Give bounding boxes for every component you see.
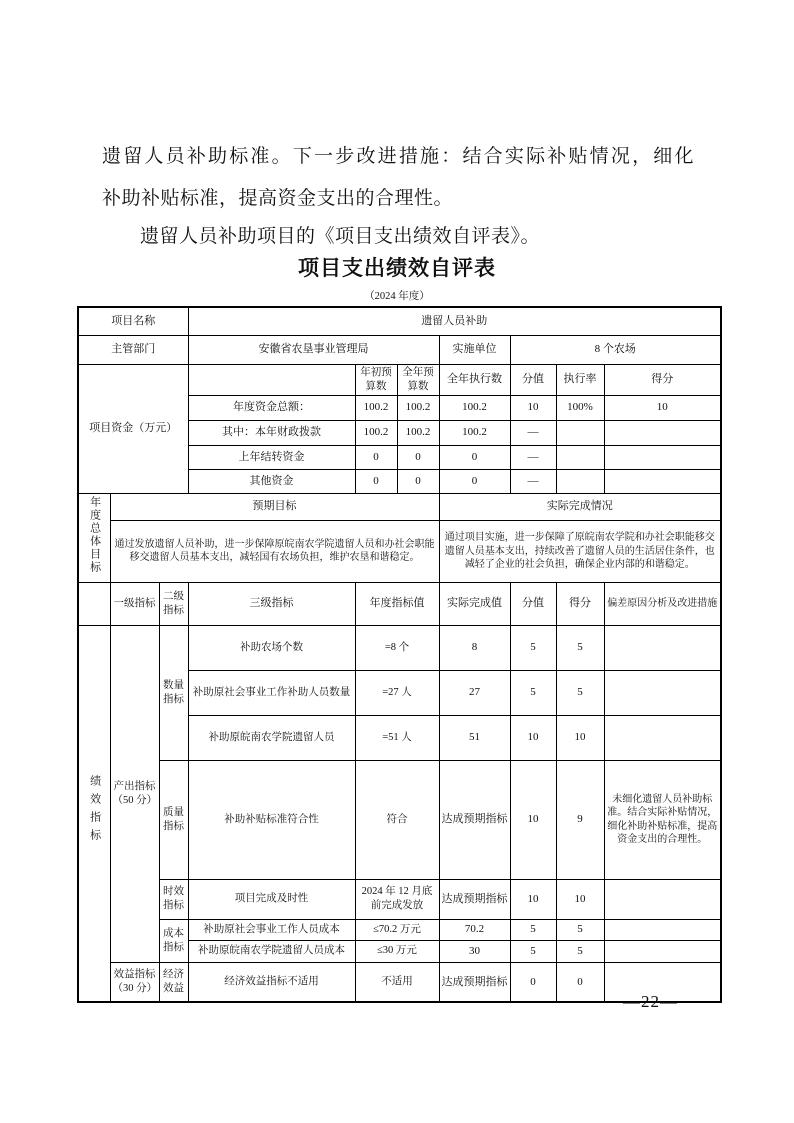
funding-total-rate: 100% bbox=[556, 395, 604, 420]
funding-other-rate bbox=[556, 469, 604, 493]
indicator-score: 9 bbox=[556, 760, 604, 879]
indicator-target: =27 人 bbox=[355, 670, 439, 715]
funding-header-rate: 执行率 bbox=[556, 364, 604, 395]
funding-row-total-label: 年度资金总额： bbox=[188, 395, 355, 420]
indicator-name: 补助原社会事业工作补助人员数量 bbox=[188, 670, 355, 715]
funding-header-score: 得分 bbox=[604, 364, 721, 395]
funding-total-points: 10 bbox=[510, 395, 556, 420]
funding-header-annual: 全年预算数 bbox=[397, 364, 439, 395]
indicator-name: 补助原皖南农学院遗留人员成本 bbox=[188, 940, 355, 962]
department-value: 安徽省农垦事业管理局 bbox=[188, 335, 439, 364]
header-level2: 二级指标 bbox=[159, 582, 188, 625]
indicator-score: 5 bbox=[556, 940, 604, 962]
group-quality-indicator: 质量指标 bbox=[159, 760, 188, 879]
funding-header-points: 分值 bbox=[510, 364, 556, 395]
project-name-label: 项目名称 bbox=[78, 307, 188, 335]
funding-total-score: 10 bbox=[604, 395, 721, 420]
indicator-points: 5 bbox=[510, 919, 556, 940]
body-paragraph-2: 遗留人员补助项目的《项目支出绩效自评表》。 bbox=[140, 226, 541, 247]
indicator-deviation bbox=[604, 715, 721, 760]
indicator-name: 项目完成及时性 bbox=[188, 879, 355, 919]
funding-fiscal-initial: 100.2 bbox=[355, 420, 397, 445]
performance-indicator-vertical-text: 绩效指标 bbox=[88, 775, 101, 848]
funding-row-fiscal-label: 其中：本年财政拨款 bbox=[188, 420, 355, 445]
indicator-score: 0 bbox=[556, 962, 604, 1002]
header-actual: 实际完成值 bbox=[439, 582, 510, 625]
indicator-target: =8 个 bbox=[355, 625, 439, 670]
indicator-deviation bbox=[604, 940, 721, 962]
indicators-empty-corner-cell bbox=[78, 582, 110, 625]
indicator-score: 5 bbox=[556, 670, 604, 715]
indicator-score: 10 bbox=[556, 879, 604, 919]
unit-value: 8 个农场 bbox=[510, 335, 721, 364]
indicator-points: 10 bbox=[510, 715, 556, 760]
funding-fiscal-points: — bbox=[510, 420, 556, 445]
group-cost-indicator: 成本指标 bbox=[159, 919, 188, 962]
funding-carryover-rate bbox=[556, 445, 604, 469]
funding-row-carryover-label: 上年结转资金 bbox=[188, 445, 355, 469]
indicator-deviation bbox=[604, 625, 721, 670]
funding-fiscal-rate bbox=[556, 420, 604, 445]
report-title: 项目支出绩效自评表 bbox=[298, 257, 496, 280]
funding-other-score bbox=[604, 469, 721, 493]
funding-empty-header-cell bbox=[188, 364, 355, 395]
project-name-value: 遗留人员补助 bbox=[188, 307, 721, 335]
actual-goal-text: 通过项目实施，进一步保障了原皖南农学院和办社会职能移交遗留人员基本支出，持续改善了遗留人员的生活居住条件，也减轻了企业的社会负担，确保企业内部的和谐稳定。 bbox=[439, 520, 721, 582]
indicator-actual: 70.2 bbox=[439, 919, 510, 940]
performance-indicator-row-label bbox=[78, 625, 110, 1002]
indicator-points: 0 bbox=[510, 962, 556, 1002]
indicator-actual: 51 bbox=[439, 715, 510, 760]
funding-other-executed: 0 bbox=[439, 469, 510, 493]
funding-fiscal-executed: 100.2 bbox=[439, 420, 510, 445]
paragraph-line-1: 遗留人员补助标准。下一步改进措施：结合实际补贴情况，细化 bbox=[102, 146, 694, 167]
indicator-actual: 8 bbox=[439, 625, 510, 670]
funding-other-points: — bbox=[510, 469, 556, 493]
header-points: 分值 bbox=[510, 582, 556, 625]
funding-fiscal-score bbox=[604, 420, 721, 445]
unit-label: 实施单位 bbox=[439, 335, 510, 364]
indicator-target: 不适用 bbox=[355, 962, 439, 1002]
indicator-deviation bbox=[604, 670, 721, 715]
indicator-target: ≤30 万元 bbox=[355, 940, 439, 962]
funding-carryover-executed: 0 bbox=[439, 445, 510, 469]
indicator-points: 5 bbox=[510, 940, 556, 962]
group-output-indicator: 产出指标（50 分） bbox=[110, 625, 159, 962]
header-deviation: 偏差原因分析及改进措施 bbox=[604, 582, 721, 625]
indicator-actual: 27 bbox=[439, 670, 510, 715]
funding-row-label: 项目资金（万元） bbox=[78, 364, 188, 493]
header-level1: 一级指标 bbox=[110, 582, 159, 625]
page-number: —22— bbox=[623, 992, 678, 1011]
self-evaluation-table bbox=[77, 306, 722, 1003]
expected-goal-text: 通过发放遗留人员补助，进一步保障原皖南农学院遗留人员和办社会职能移交遗留人员基本支出，减轻国有农场负担，维护农垦和谐稳定。 bbox=[110, 520, 439, 582]
funding-header-executed: 全年执行数 bbox=[439, 364, 510, 395]
funding-total-annual: 100.2 bbox=[397, 395, 439, 420]
group-timeliness-indicator: 时效指标 bbox=[159, 879, 188, 919]
annual-goal-row-label bbox=[78, 493, 110, 582]
indicator-score: 10 bbox=[556, 715, 604, 760]
group-quantity-indicator: 数量指标 bbox=[159, 625, 188, 760]
indicator-deviation: 未细化遗留人员补助标准。结合实际补贴情况，细化补助补贴标准，提高资金支出的合理性。 bbox=[604, 760, 721, 879]
funding-header-initial: 年初预算数 bbox=[355, 364, 397, 395]
body-paragraph-1 bbox=[102, 136, 694, 220]
indicator-deviation bbox=[604, 879, 721, 919]
funding-carryover-points: — bbox=[510, 445, 556, 469]
funding-total-initial: 100.2 bbox=[355, 395, 397, 420]
indicator-target: 2024 年 12 月底前完成发放 bbox=[355, 879, 439, 919]
indicator-points: 5 bbox=[510, 625, 556, 670]
funding-row-other-label: 其他资金 bbox=[188, 469, 355, 493]
indicator-deviation bbox=[604, 919, 721, 940]
indicator-actual: 达成预期指标 bbox=[439, 879, 510, 919]
report-subtitle: （2024 年度） bbox=[364, 291, 430, 302]
indicator-actual: 达成预期指标 bbox=[439, 962, 510, 1002]
funding-carryover-initial: 0 bbox=[355, 445, 397, 469]
paragraph-line-2: 补助补贴标准，提高资金支出的合理性。 bbox=[102, 188, 454, 209]
funding-other-initial: 0 bbox=[355, 469, 397, 493]
header-score: 得分 bbox=[556, 582, 604, 625]
indicator-score: 5 bbox=[556, 919, 604, 940]
funding-total-executed: 100.2 bbox=[439, 395, 510, 420]
indicator-actual: 达成预期指标 bbox=[439, 760, 510, 879]
expected-goal-header: 预期目标 bbox=[110, 493, 439, 520]
indicator-target: =51 人 bbox=[355, 715, 439, 760]
indicator-name: 补助原皖南农学院遗留人员 bbox=[188, 715, 355, 760]
funding-carryover-annual: 0 bbox=[397, 445, 439, 469]
group-economic-benefit: 经济效益 bbox=[159, 962, 188, 1002]
indicator-score: 5 bbox=[556, 625, 604, 670]
header-target: 年度指标值 bbox=[355, 582, 439, 625]
indicator-name: 补助补贴标准符合性 bbox=[188, 760, 355, 879]
funding-fiscal-annual: 100.2 bbox=[397, 420, 439, 445]
indicator-name: 经济效益指标不适用 bbox=[188, 962, 355, 1002]
annual-goal-vertical-text: 年度总体目标 bbox=[88, 496, 101, 575]
indicator-actual: 30 bbox=[439, 940, 510, 962]
indicator-target: ≤70.2 万元 bbox=[355, 919, 439, 940]
indicator-points: 10 bbox=[510, 760, 556, 879]
funding-other-annual: 0 bbox=[397, 469, 439, 493]
indicator-target: 符合 bbox=[355, 760, 439, 879]
indicator-name: 补助原社会事业工作人员成本 bbox=[188, 919, 355, 940]
funding-carryover-score bbox=[604, 445, 721, 469]
department-label: 主管部门 bbox=[78, 335, 188, 364]
indicator-points: 10 bbox=[510, 879, 556, 919]
indicator-points: 5 bbox=[510, 670, 556, 715]
actual-goal-header: 实际完成情况 bbox=[439, 493, 721, 520]
indicator-name: 补助农场个数 bbox=[188, 625, 355, 670]
group-benefit-indicator: 效益指标（30 分） bbox=[110, 962, 159, 1002]
header-level3: 三级指标 bbox=[188, 582, 355, 625]
